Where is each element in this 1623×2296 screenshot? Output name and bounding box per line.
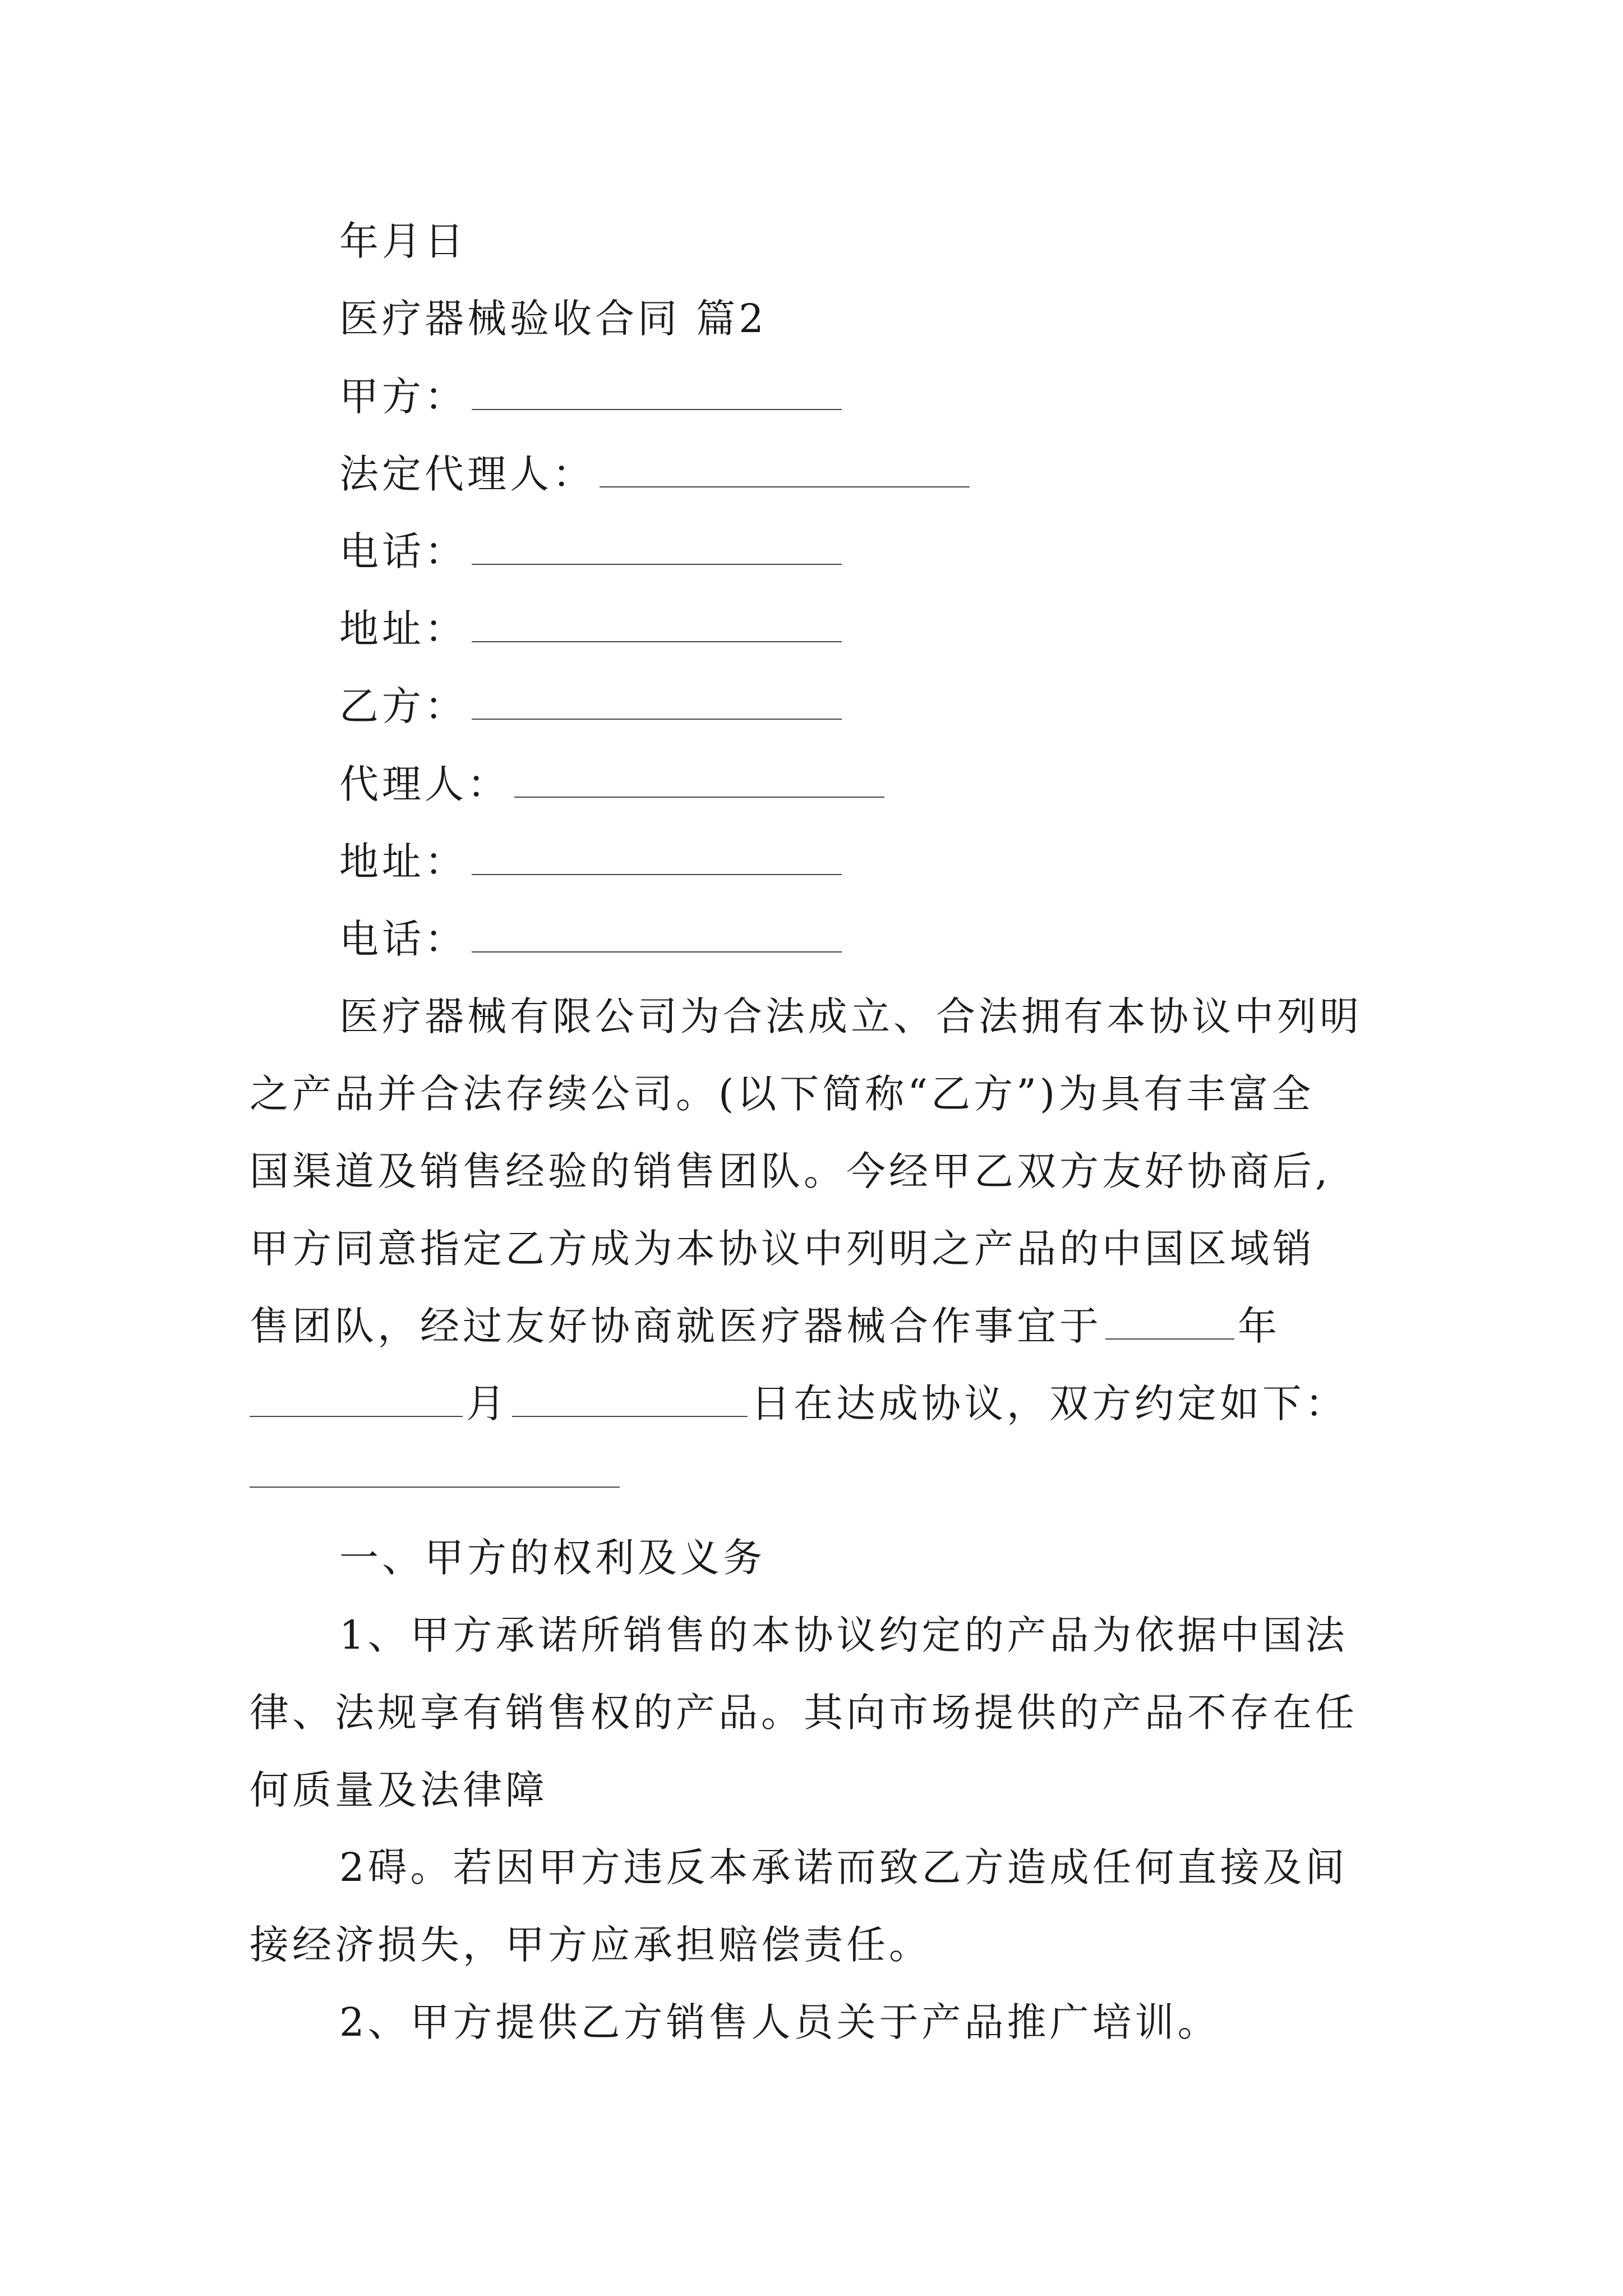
party-a-name-blank <box>472 407 842 410</box>
intro-line-3: 国渠道及销售经验的销售团队。今经甲乙双方友好协商后, <box>250 1148 1331 1194</box>
party-b-name-row <box>339 683 842 729</box>
agreement-year-blank <box>1105 1336 1234 1340</box>
party-b-name-blank <box>472 716 842 720</box>
intro-line-2: 之产品并合法存续公司。(以下简称“乙方”)为具有丰富全 <box>250 1071 1315 1117</box>
party-a-name-row <box>339 374 842 420</box>
party-b-rep-label: 代理人： <box>339 761 510 807</box>
party-a-address-label: 地址： <box>339 606 467 652</box>
date-line: 年月日 <box>339 218 467 264</box>
party-b-phone-blank <box>472 949 842 953</box>
party-b-phone-label: 电话： <box>339 916 467 962</box>
intro-line-6-month: 月 <box>466 1381 509 1427</box>
section-1-item-2: 2、甲方提供乙方销售人员关于产品推广培训。 <box>339 1999 1220 2045</box>
party-b-rep-row <box>339 761 884 807</box>
party-a-address-blank <box>472 639 842 642</box>
intro-line-1: 医疗器械有限公司为合法成立、合法拥有本协议中列明 <box>339 993 1362 1039</box>
section-1-item-1-line-1: 1、甲方承诺所销售的本协议约定的产品为依据中国法 <box>339 1612 1348 1658</box>
party-a-rep-row <box>339 451 970 497</box>
intro-line-4: 甲方同意指定乙方成为本协议中列明之产品的中国区域销 <box>250 1226 1315 1272</box>
section-1-item-1-line-2: 律、法规享有销售权的产品。其向市场提供的产品不存在任 <box>250 1690 1358 1736</box>
party-a-phone-row <box>339 528 842 574</box>
contract-title: 医疗器械验收合同 篇2 <box>339 296 767 342</box>
party-a-phone-blank <box>472 562 842 565</box>
party-b-name-label: 乙方： <box>339 683 467 729</box>
party-b-phone-row <box>339 916 842 962</box>
party-a-name-label: 甲方： <box>339 374 467 420</box>
intro-line-6-text: 日在达成协议，双方约定如下： <box>751 1381 1348 1427</box>
section-1-item-1-line-3: 何质量及法律障 <box>250 1767 548 1813</box>
agreement-day-blank <box>512 1414 748 1417</box>
party-b-address-row <box>339 839 842 885</box>
signature-blank-line <box>250 1487 620 1488</box>
section-1-heading: 一、甲方的权利及义务 <box>339 1535 766 1581</box>
party-a-rep-blank <box>600 484 970 487</box>
party-b-rep-blank <box>514 794 884 798</box>
section-1-item-1-cont-line-2: 接经济损失，甲方应承担赔偿责任。 <box>250 1922 932 1968</box>
party-b-address-label: 地址： <box>339 839 467 885</box>
party-a-phone-label: 电话： <box>339 528 467 574</box>
intro-line-6 <box>250 1381 1348 1427</box>
party-a-rep-label: 法定代理人： <box>339 451 595 497</box>
party-a-address-row <box>339 606 842 652</box>
intro-line-5 <box>250 1303 1280 1349</box>
agreement-month-blank <box>250 1414 463 1417</box>
intro-line-5-text: 售团队，经过友好协商就医疗器械合作事宜于 <box>250 1303 1102 1349</box>
party-b-address-blank <box>472 872 842 875</box>
intro-line-5-year: 年 <box>1238 1303 1280 1349</box>
section-1-item-1-cont-line-1: 2碍。若因甲方违反本承诺而致乙方造成任何直接及间 <box>339 1844 1348 1890</box>
